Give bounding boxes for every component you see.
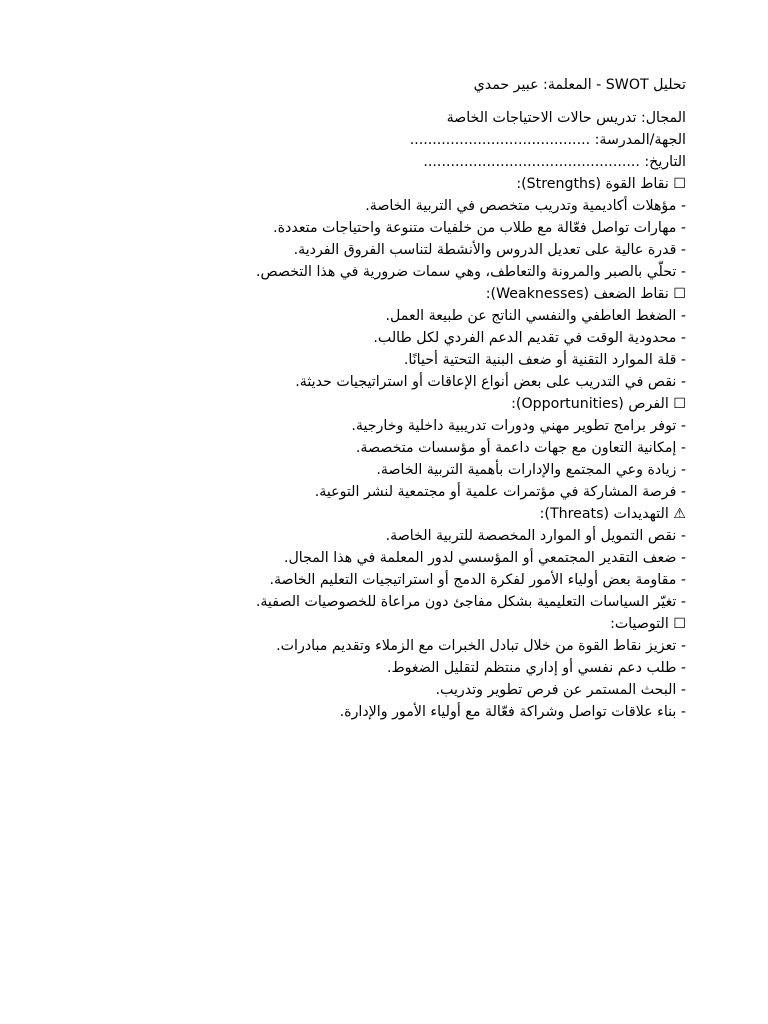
strengths-item: - مؤهلات أكاديمية وتدريب متخصص في التربية الخاصة. bbox=[365, 198, 686, 214]
weaknesses-item: - نقص في التدريب على بعض أنواع الإعاقات أو استراتيجيات حديثة. bbox=[295, 374, 686, 390]
document-body bbox=[60, 74, 686, 723]
strengths-item: - قدرة عالية على تعديل الدروس والأنشطة لتناسب الفروق الفردية. bbox=[293, 242, 686, 258]
recommendations-item: - البحث المستمر عن فرص تطوير وتدريب. bbox=[435, 682, 686, 698]
opportunities-item: - زيادة وعي المجتمع والإدارات بأهمية التربية الخاصة. bbox=[376, 462, 686, 478]
field-line: المجال: تدريس حالات الاحتياجات الخاصة bbox=[446, 110, 686, 126]
opportunities-item: - توفر برامج تطوير مهني ودورات تدريبية داخلية وخارجية. bbox=[351, 418, 686, 434]
opportunities-item: - فرصة المشاركة في مؤتمرات علمية أو مجتمعية لنشر التوعية. bbox=[314, 484, 686, 500]
strengths-item: - تحلّي بالصبر والمرونة والتعاطف، وهي سمات ضرورية في هذا التخصص. bbox=[256, 264, 686, 280]
school-line: الجهة/المدرسة: ........................................ bbox=[409, 132, 686, 148]
document-title: تحليل SWOT - المعلمة: عبير حمدي bbox=[473, 77, 686, 93]
recommendations-item: - بناء علاقات تواصل وشراكة فعّالة مع أولياء الأمور والإدارة. bbox=[339, 704, 686, 720]
strengths-heading: ☐ نقاط القوة (Strengths): bbox=[516, 176, 686, 192]
recommendations-item: - طلب دعم نفسي أو إداري منتظم لتقليل الضغوط. bbox=[386, 660, 686, 676]
threats-item: - مقاومة بعض أولياء الأمور لفكرة الدمج أو استراتيجيات التعليم الخاصة. bbox=[269, 572, 686, 588]
threats-heading: ⚠ التهديدات (Threats): bbox=[539, 506, 686, 522]
recommendations-heading: ☐ التوصيات: bbox=[610, 616, 686, 632]
opportunities-item: - إمكانية التعاون مع جهات داعمة أو مؤسسات متخصصة. bbox=[355, 440, 686, 456]
weaknesses-item: - محدودية الوقت في تقديم الدعم الفردي لكل طالب. bbox=[373, 330, 686, 346]
threats-item: - تغيّر السياسات التعليمية بشكل مفاجئ دون مراعاة للخصوصيات الصفية. bbox=[255, 594, 686, 610]
recommendations-item: - تعزيز نقاط القوة من خلال تبادل الخبرات مع الزملاء وتقديم مبادرات. bbox=[276, 638, 686, 654]
weaknesses-item: - الضغط العاطفي والنفسي الناتج عن طبيعة العمل. bbox=[385, 308, 686, 324]
threats-item: - نقص التمويل أو الموارد المخصصة للتربية الخاصة. bbox=[385, 528, 686, 544]
opportunities-heading: ☐ الفرص (Opportunities): bbox=[511, 396, 686, 412]
weaknesses-item: - قلة الموارد التقنية أو ضعف البنية التحتية أحيانًا. bbox=[403, 352, 686, 368]
weaknesses-heading: ☐ نقاط الضعف (Weaknesses): bbox=[485, 286, 686, 302]
date-line: التاريخ: ................................................ bbox=[423, 154, 686, 170]
threats-item: - ضعف التقدير المجتمعي أو المؤسسي لدور المعلمة في هذا المجال. bbox=[283, 550, 686, 566]
strengths-item: - مهارات تواصل فعّالة مع طلاب من خلفيات متنوعة واحتياجات متعددة. bbox=[273, 220, 686, 236]
